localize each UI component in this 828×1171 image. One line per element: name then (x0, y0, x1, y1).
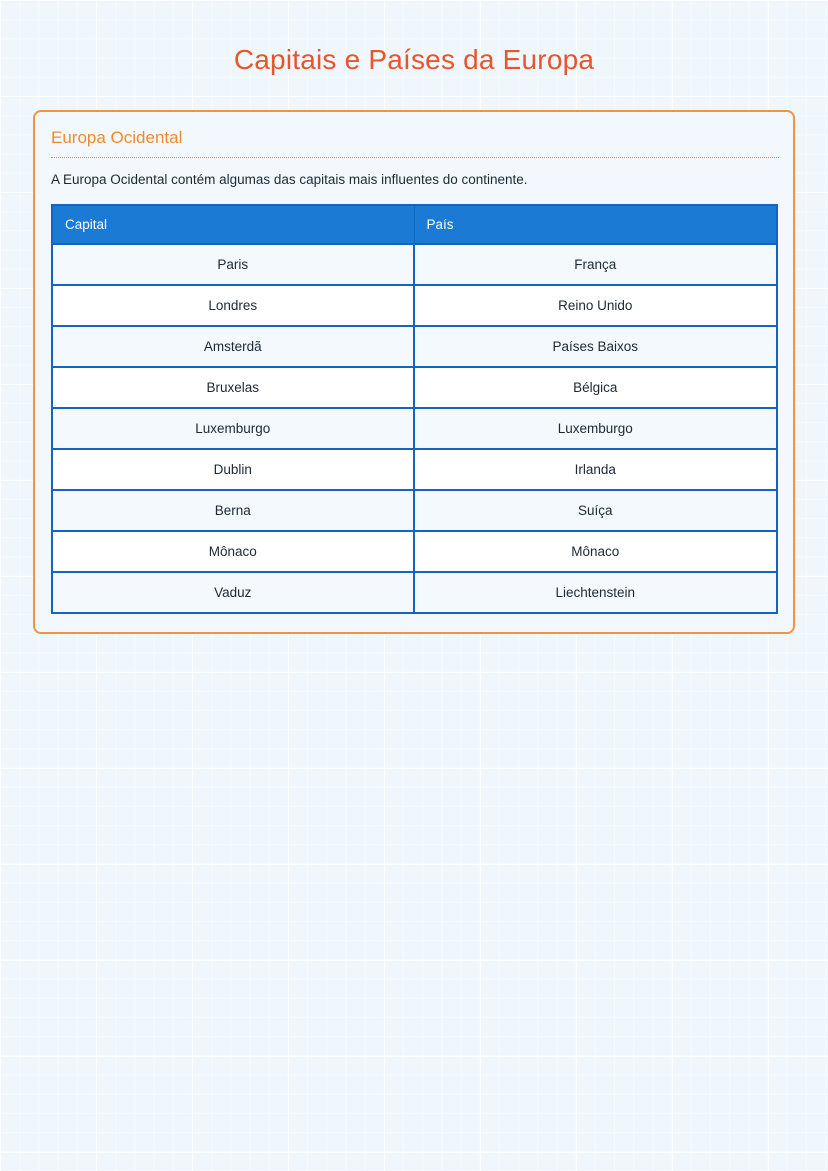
cell-capital: Paris (53, 245, 415, 286)
column-header-pais: País (415, 206, 777, 245)
table-row (53, 245, 776, 286)
cell-capital: Amsterdã (53, 327, 415, 368)
cell-pais: Luxemburgo (415, 409, 777, 450)
section-card-europa-ocidental (33, 110, 795, 634)
cell-pais: Reino Unido (415, 286, 777, 327)
cell-pais: França (415, 245, 777, 286)
table-row (53, 491, 776, 532)
table-header-row (53, 206, 776, 245)
cell-capital: Luxemburgo (53, 409, 415, 450)
table-header (53, 206, 776, 245)
section-description: A Europa Ocidental contém algumas das capitais mais influentes do continente. (51, 172, 528, 187)
section-heading: Europa Ocidental (51, 128, 779, 158)
table-row (53, 573, 776, 612)
cell-capital: Dublin (53, 450, 415, 491)
column-header-capital: Capital (53, 206, 415, 245)
cell-capital: Bruxelas (53, 368, 415, 409)
table-body (53, 245, 776, 612)
cell-capital: Vaduz (53, 573, 415, 612)
cell-pais: Irlanda (415, 450, 777, 491)
cell-pais: Bélgica (415, 368, 777, 409)
table-row (53, 286, 776, 327)
cell-pais: Países Baixos (415, 327, 777, 368)
table-row (53, 532, 776, 573)
table-row (53, 327, 776, 368)
table-row (53, 409, 776, 450)
cell-pais: Suíça (415, 491, 777, 532)
capitals-countries-table (51, 204, 778, 614)
page-title: Capitais e Países da Europa (233, 44, 595, 75)
table-row (53, 450, 776, 491)
cell-capital: Londres (53, 286, 415, 327)
cell-capital: Berna (53, 491, 415, 532)
cell-pais: Mônaco (415, 532, 777, 573)
cell-pais: Liechtenstein (415, 573, 777, 612)
table-row (53, 368, 776, 409)
cell-capital: Mônaco (53, 532, 415, 573)
